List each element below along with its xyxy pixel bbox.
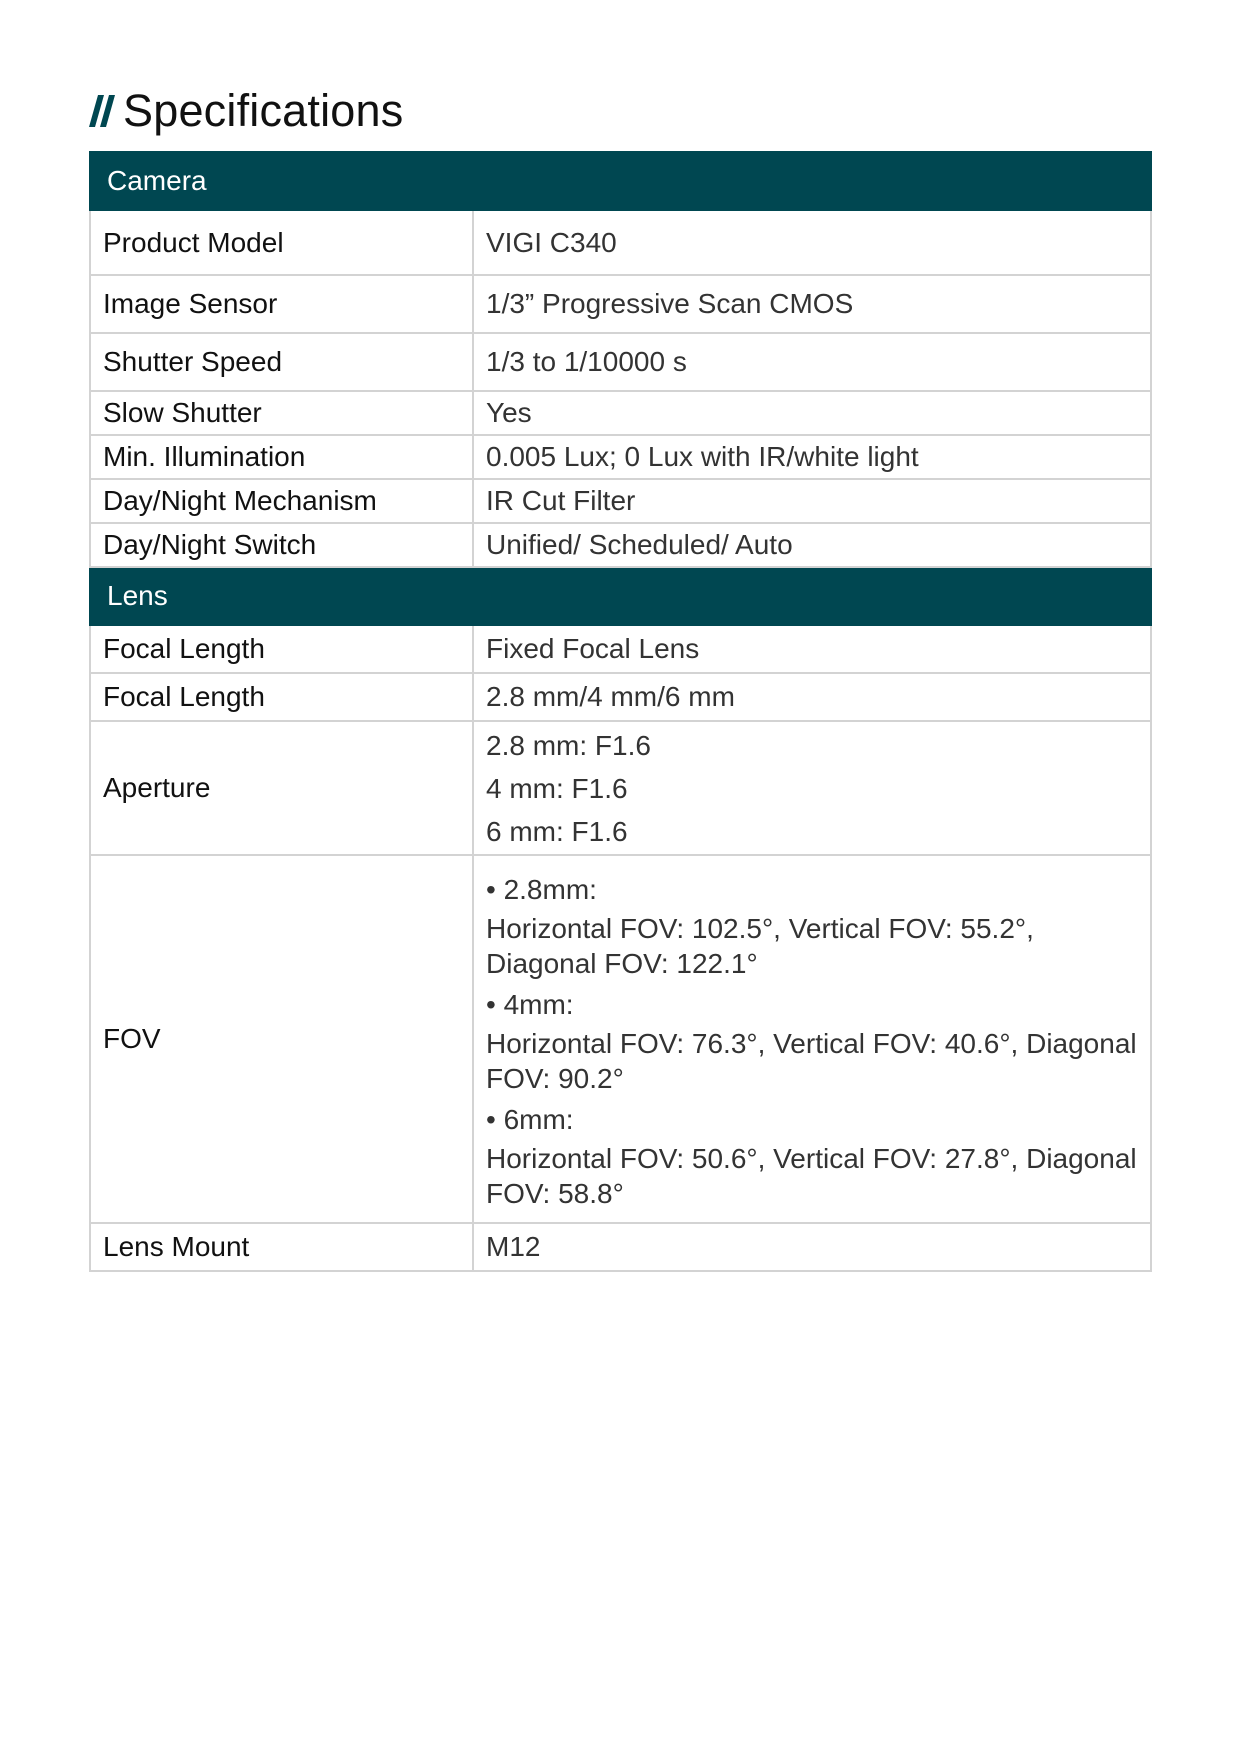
spec-label: Shutter Speed [90, 333, 473, 391]
spec-label: Image Sensor [90, 275, 473, 333]
table-row [90, 333, 1151, 391]
section-header-camera [90, 152, 1151, 210]
table-row [90, 673, 1151, 721]
spec-value: Yes [473, 391, 1151, 435]
fov-detail: Horizontal FOV: 76.3°, Vertical FOV: 40.6°, Diagonal FOV: 90.2° [486, 1027, 1137, 1094]
double-slash-mark-icon [89, 95, 119, 127]
table-row [90, 210, 1151, 275]
table-row [90, 625, 1151, 673]
spec-value [473, 721, 1151, 855]
section-title: Lens [90, 567, 1151, 625]
spec-value [473, 855, 1151, 1223]
specifications-table [89, 151, 1152, 1272]
fov-lens-heading: • 4mm: [486, 988, 574, 1020]
spec-label: Focal Length [90, 673, 473, 721]
spec-label: FOV [90, 855, 473, 1223]
aperture-line: 2.8 mm: F1.6 [486, 729, 651, 761]
table-row [90, 1223, 1151, 1271]
table-row [90, 855, 1151, 1223]
spec-value: M12 [473, 1223, 1151, 1271]
table-row [90, 523, 1151, 567]
aperture-line: 4 mm: F1.6 [486, 772, 628, 804]
section-title: Camera [90, 152, 1151, 210]
spec-label: Slow Shutter [90, 391, 473, 435]
spec-label: Day/Night Switch [90, 523, 473, 567]
page-heading [89, 82, 403, 140]
table-row [90, 479, 1151, 523]
fov-lens-heading: • 6mm: [486, 1103, 574, 1135]
section-header-lens [90, 567, 1151, 625]
table-row [90, 435, 1151, 479]
spec-value: 1/3” Progressive Scan CMOS [473, 275, 1151, 333]
fov-detail: Horizontal FOV: 102.5°, Vertical FOV: 55.2°, Diagonal FOV: 122.1° [486, 912, 1034, 979]
spec-value: IR Cut Filter [473, 479, 1151, 523]
table-row [90, 275, 1151, 333]
spec-value: Fixed Focal Lens [473, 625, 1151, 673]
table-row [90, 391, 1151, 435]
spec-label: Lens Mount [90, 1223, 473, 1271]
spec-value: 2.8 mm/4 mm/6 mm [473, 673, 1151, 721]
spec-value: VIGI C340 [473, 210, 1151, 275]
spec-label: Focal Length [90, 625, 473, 673]
spec-label: Day/Night Mechanism [90, 479, 473, 523]
spec-value: 0.005 Lux; 0 Lux with IR/white light [473, 435, 1151, 479]
aperture-line: 6 mm: F1.6 [486, 815, 628, 847]
table-row [90, 721, 1151, 855]
spec-value: 1/3 to 1/10000 s [473, 333, 1151, 391]
fov-detail: Horizontal FOV: 50.6°, Vertical FOV: 27.8°, Diagonal FOV: 58.8° [486, 1142, 1137, 1209]
fov-lens-heading: • 2.8mm: [486, 873, 597, 905]
spec-value: Unified/ Scheduled/ Auto [473, 523, 1151, 567]
page-title: Specifications [123, 85, 404, 136]
spec-label: Aperture [90, 721, 473, 855]
spec-label: Product Model [90, 210, 473, 275]
spec-label: Min. Illumination [90, 435, 473, 479]
